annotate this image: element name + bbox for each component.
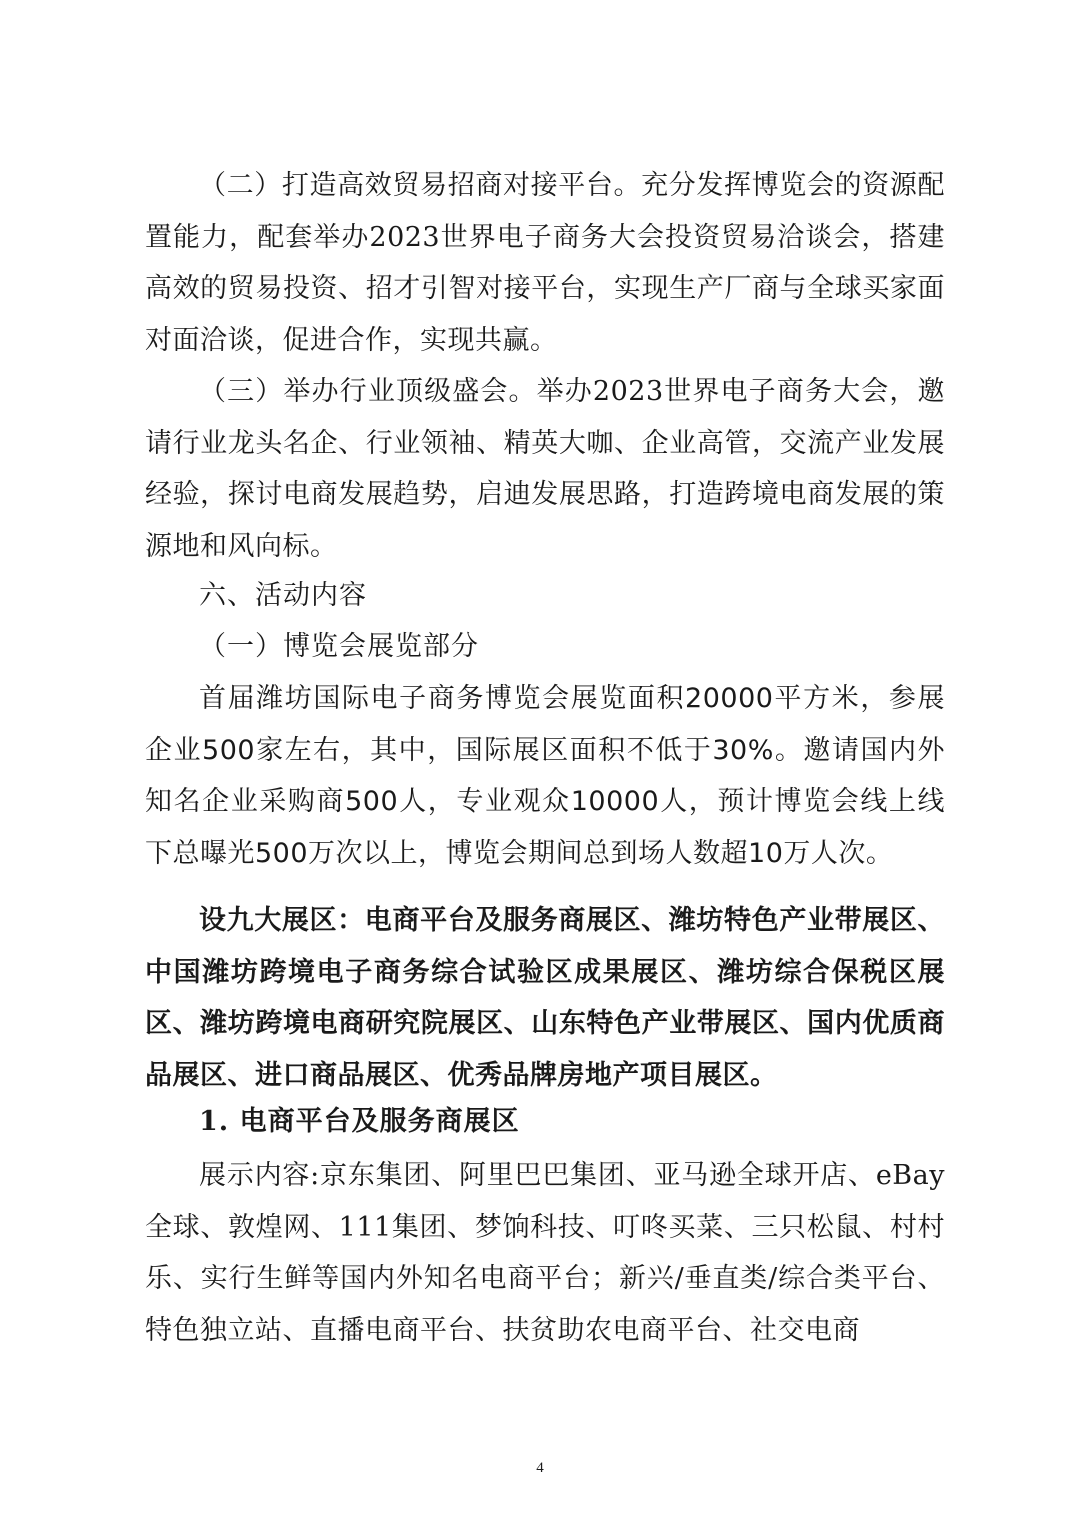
subsection-heading-exhibition: （一）博览会展览部分 (199, 631, 479, 662)
paragraph-trade-platform: （二）打造高效贸易招商对接平台。充分发挥博览会的资源配置能力，配套举办2023世界电子商务大会投资贸易洽谈会，搭建高效的贸易投资、招才引智对接平台，实现生产厂商与全球买家面对面洽谈，促进合作，实现共赢。 (145, 170, 945, 356)
zone-1-heading: 1. 电商平台及服务商展区 (199, 1106, 520, 1137)
page-number: 4 (536, 1460, 544, 1476)
paragraph-industry-summit: （三）举办行业顶级盛会。举办2023世界电子商务大会，邀请行业龙头名企、行业领袖、精英大咖、企业高管，交流产业发展经验，探讨电商发展趋势，启迪发展思路，打造跨境电商发展的策源地和风向标。 (145, 376, 945, 562)
paragraph-zone-1-content: 展示内容:京东集团、阿里巴巴集团、亚马逊全球开店、eBay全球、敦煌网、111集团、梦饷科技、叮咚买菜、三只松鼠、村村乐、实行生鲜等国内外知名电商平台；新兴/垂直类/综合类平台、特色独立站、直播电商平台、扶贫助农电商平台、社交电商 (145, 1160, 945, 1346)
paragraph-nine-zones: 设九大展区：电商平台及服务商展区、潍坊特色产业带展区、中国潍坊跨境电子商务综合试验区成果展区、潍坊综合保税区展区、潍坊跨境电商研究院展区、山东特色产业带展区、国内优质商品展区、进口商品展区、优秀品牌房地产项目展区。 (145, 905, 945, 1091)
paragraph-exhibition-overview: 首届潍坊国际电子商务博览会展览面积20000平方米，参展企业500家左右，其中，国际展区面积不低于30%。邀请国内外知名企业采购商500人，专业观众10000人，预计博览会线上线下总曝光500万次以上，博览会期间总到场人数超10万人次。 (145, 683, 945, 869)
section-heading-activities: 六、活动内容 (199, 580, 367, 611)
